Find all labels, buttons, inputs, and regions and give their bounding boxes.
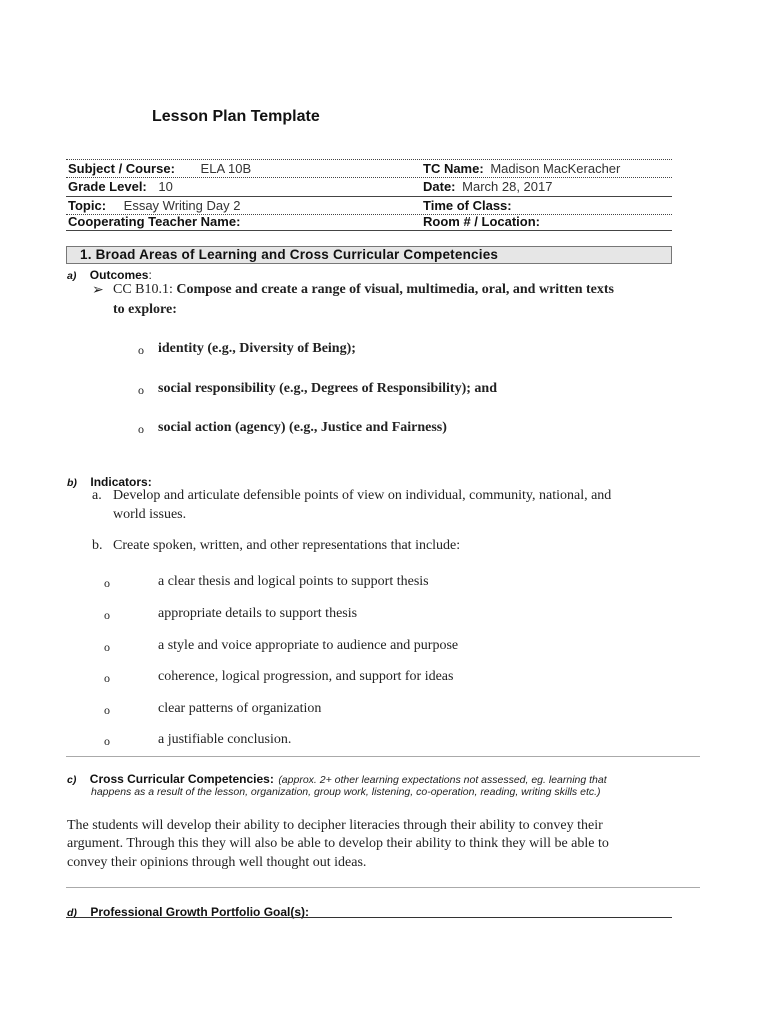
growth-underline xyxy=(66,917,672,918)
document-title: Lesson Plan Template xyxy=(152,108,320,125)
cross-curricular-note-line2: happens as a result of the lesson, organization, group work, listening, co-operation, reading, writing skills etc.) xyxy=(91,786,601,798)
table-bottom-border xyxy=(66,230,672,231)
indicators-letter: b) xyxy=(67,477,77,489)
date-value: March 28, 2017 xyxy=(462,179,553,194)
subject-value: ELA 10B xyxy=(200,161,252,176)
date-cell xyxy=(423,179,552,194)
cross-curricular-body-line1: The students will develop their ability to decipher literacies through their ability to convey their xyxy=(67,818,603,833)
indicator-a-marker: a. xyxy=(92,488,102,503)
tc-name-value: Madison MacKeracher xyxy=(490,161,621,176)
circle-bullet-icon: o xyxy=(138,343,144,357)
circle-bullet-icon: o xyxy=(104,576,110,590)
circle-bullet-icon: o xyxy=(104,671,110,685)
outcome-item: social action (agency) (e.g., Justice and Fairness) xyxy=(158,420,447,435)
indicator-item: a style and voice appropriate to audience and purpose xyxy=(158,638,459,653)
indicator-b-text: Create spoken, written, and other representations that include: xyxy=(113,538,461,553)
circle-bullet-icon: o xyxy=(104,703,110,717)
room-label: Room # / Location: xyxy=(423,214,540,229)
indicator-item: appropriate details to support thesis xyxy=(158,606,358,621)
growth-letter: d) xyxy=(67,907,77,919)
tc-name-label: TC Name: xyxy=(423,161,484,176)
section-divider xyxy=(66,756,700,757)
coop-teacher-label: Cooperating Teacher Name: xyxy=(68,214,241,229)
table-row xyxy=(66,214,672,231)
indicator-item: a justifiable conclusion. xyxy=(158,732,292,747)
outcomes-colon: : xyxy=(148,268,152,282)
subject-cell xyxy=(68,161,251,176)
subject-label: Subject / Course: xyxy=(68,161,175,176)
section-divider xyxy=(66,887,700,888)
outcome-bullet-icon: ➢ xyxy=(92,283,104,298)
table-row xyxy=(66,179,672,196)
table-row xyxy=(66,198,672,215)
outcome-item: identity (e.g., Diversity of Being); xyxy=(158,341,356,356)
outcomes-letter: a) xyxy=(67,270,77,282)
indicator-a-line2: world issues. xyxy=(113,507,187,522)
outcomes-label: Outcomes xyxy=(89,268,149,282)
indicator-item: clear patterns of organization xyxy=(158,701,322,716)
cross-curricular-letter: c) xyxy=(67,774,77,786)
outcome-statement xyxy=(113,282,614,298)
grade-cell xyxy=(68,179,173,194)
cross-curricular-label: Cross Curricular Competencies: xyxy=(89,772,274,786)
cross-curricular-body-line2: argument. Through this they will also be able to develop their ability to think they will be able to xyxy=(67,836,609,851)
coop-teacher-cell xyxy=(68,214,240,229)
date-label: Date: xyxy=(423,179,456,194)
table-row xyxy=(66,161,672,178)
circle-bullet-icon: o xyxy=(104,608,110,622)
growth-label: Professional Growth Portfolio Goal(s): xyxy=(90,905,310,919)
topic-value: Essay Writing Day 2 xyxy=(123,198,241,213)
cross-curricular-note-line1: (approx. 2+ other learning expectations not assessed, eg. learning that xyxy=(278,774,607,786)
section-title: 1. Broad Areas of Learning and Cross Curricular Competencies xyxy=(80,247,499,262)
tc-name-cell xyxy=(423,161,620,176)
indicator-item: coherence, logical progression, and support for ideas xyxy=(158,669,454,684)
circle-bullet-icon: o xyxy=(138,383,144,397)
circle-bullet-icon: o xyxy=(104,734,110,748)
growth-heading xyxy=(67,903,309,921)
outcome-item: social responsibility (e.g., Degrees of Responsibility); and xyxy=(158,381,497,396)
row-divider xyxy=(66,196,672,197)
topic-cell xyxy=(68,198,240,213)
row-divider xyxy=(66,177,672,178)
cross-curricular-body-line3: convey their opinions through well thought out ideas. xyxy=(67,855,367,870)
grade-label: Grade Level: xyxy=(68,179,147,194)
outcome-statement-line1: Compose and create a range of visual, multimedia, oral, and written texts xyxy=(176,282,614,297)
grade-value: 10 xyxy=(158,179,173,194)
time-cell xyxy=(423,198,512,213)
indicator-a-line1: Develop and articulate defensible points of view on individual, community, national, and xyxy=(113,488,612,503)
indicator-item: a clear thesis and logical points to support thesis xyxy=(158,574,429,589)
topic-label: Topic: xyxy=(68,198,107,213)
room-cell xyxy=(423,214,540,229)
circle-bullet-icon: o xyxy=(138,422,144,436)
circle-bullet-icon: o xyxy=(104,640,110,654)
time-label: Time of Class: xyxy=(423,198,512,213)
outcome-code: CC B10.1: xyxy=(113,282,177,297)
table-top-border xyxy=(66,159,672,160)
outcome-statement-line2: to explore: xyxy=(113,302,177,317)
indicator-b-marker: b. xyxy=(92,538,103,553)
indicators-label: Indicators: xyxy=(90,475,152,489)
